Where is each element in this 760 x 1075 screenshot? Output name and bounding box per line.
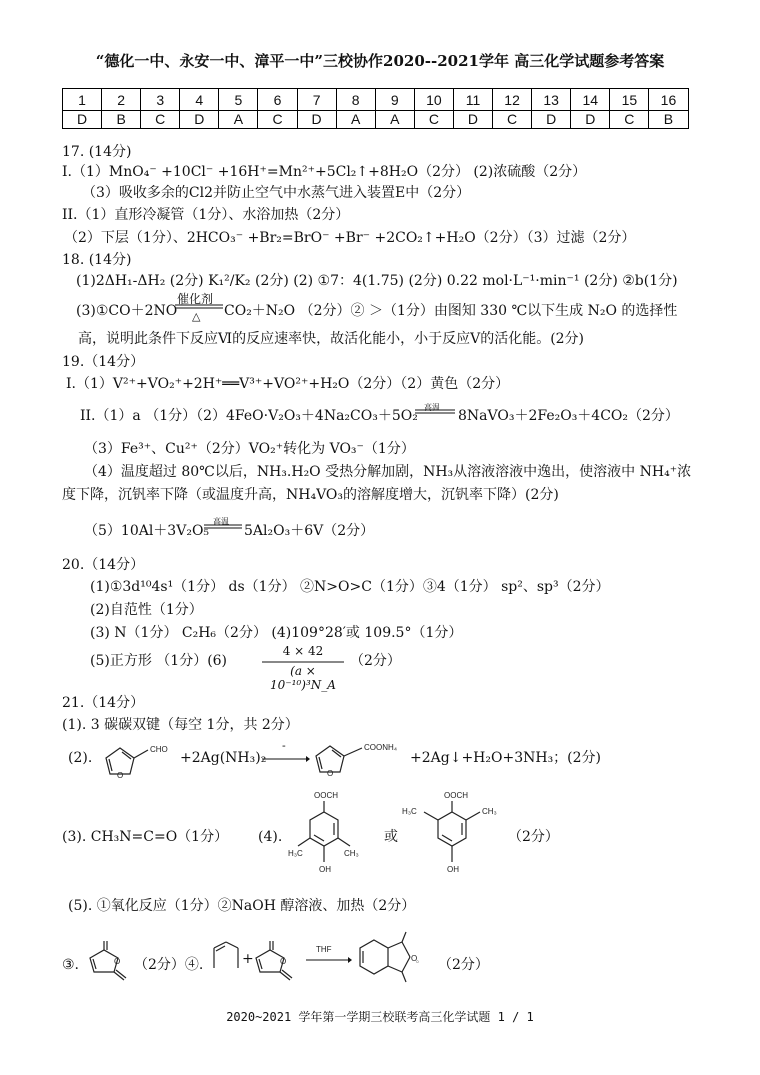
svg-text:O: O <box>114 957 121 966</box>
answer-letter: D <box>571 111 610 129</box>
answer-letter: C <box>258 111 297 129</box>
q21-line-1: (1). 3 碳碳双键（每空 1分，共 2分） <box>62 717 299 733</box>
page-footer: 2020~2021 学年第一学期三校联考高三化学试题 1 / 1 <box>226 1010 534 1024</box>
answer-letter: D <box>180 111 219 129</box>
or-label: 或 <box>384 829 398 845</box>
ch3-label: H₃C <box>402 807 417 816</box>
q19-line-2a: II.（1）a （1分）（2）4FeO·V₂O₃＋4Na₂CO₃＋5O₂ <box>80 408 418 424</box>
oh-label: OH <box>319 865 331 874</box>
q19-line-6b: 5Al₂O₃＋6V（2分） <box>244 523 375 539</box>
q20-heading: 20.（14分） <box>62 557 145 573</box>
plus-sign: + <box>242 951 254 967</box>
q21-line-5b: （2分）④. <box>134 957 204 973</box>
q20-line-4b: （2分） <box>350 653 401 669</box>
q19-line-1: I.（1）V²⁺+VO₂⁺+2H⁺══V³⁺+VO²⁺+H₂O（2分）（2）黄色（2分） <box>66 376 510 392</box>
ooch-label: OOCH <box>314 791 338 800</box>
svg-text:O: O <box>411 954 418 963</box>
ooch-label: OOCH <box>444 791 468 800</box>
maleic-anhydride-structure-icon <box>250 938 300 988</box>
q17-line-2: （3）吸收多余的Cl2并防止空气中水蒸气进入装置E中（2分） <box>82 185 471 201</box>
answer-letter: C <box>610 111 649 129</box>
answer-num: 8 <box>336 89 375 111</box>
q20-line-3: (3) N（1分） C₂H₆（2分） (4)109°28′或 109.5°（1分） <box>90 625 463 641</box>
answer-letter: D <box>532 111 571 129</box>
q18-line-2a: (3)①CO＋2NO <box>76 303 178 319</box>
q21-line-5a: ③. <box>62 957 80 973</box>
q18-line-2b: CO₂＋N₂O （2分）② ＞（1分）由图知 330 ℃以下生成 N₂O 的选择性 <box>224 303 678 319</box>
equals-arrow <box>204 524 242 530</box>
answer-letter: A <box>336 111 375 129</box>
q18-line-3: 高，说明此条件下反应Ⅵ的反应速率快，故活化能小，小于反应Ⅴ的活化能。(2分) <box>78 331 585 347</box>
heat-symbol: △ <box>192 310 201 323</box>
answer-letter: A <box>375 111 414 129</box>
furfural-structure-icon <box>100 738 180 783</box>
oh-label: OH <box>447 865 459 874</box>
answer-num: 2 <box>102 89 141 111</box>
equals-arrow <box>415 409 455 415</box>
answer-letter: C <box>414 111 453 129</box>
thf-label: THF <box>316 945 332 954</box>
q21-line-3b: (4). <box>258 829 283 845</box>
q17-line-4: （2）下层（1分）、2HCO₃⁻ +Br₂=BrO⁻ +Br⁻ +2CO₂↑+H₂O（2分）（3）过滤（2分） <box>64 230 636 246</box>
q21-line-3c: （2分） <box>508 829 559 845</box>
ester-phenol-structure-2-icon <box>402 790 502 880</box>
svg-text:O: O <box>327 769 334 778</box>
answer-num: 13 <box>532 89 571 111</box>
tetrahydrophthalic-anhydride-structure-icon <box>354 928 434 988</box>
q19-line-3: （3）Fe³⁺、Cu²⁺（2分）VO₂⁺转化为 VO₃⁻（1分） <box>84 441 415 457</box>
arrow-top-label: - <box>282 739 286 752</box>
answer-num: 10 <box>414 89 453 111</box>
answer-num: 16 <box>649 89 688 111</box>
svg-text:O: O <box>117 771 124 780</box>
q21-line-3: (3). CH₃N=C=O（1分） <box>62 829 229 845</box>
answer-letter: B <box>649 111 688 129</box>
q21-line-5c: （2分） <box>438 957 489 973</box>
answer-letter: C <box>141 111 180 129</box>
answer-num: 12 <box>493 89 532 111</box>
q19-line-2b: 8NaVO₃＋2Fe₂O₃＋4CO₂（2分） <box>458 408 679 424</box>
answer-num: 9 <box>375 89 414 111</box>
answer-num: 1 <box>63 89 102 111</box>
answer-letter: B <box>102 111 141 129</box>
q17-heading: 17. (14分) <box>62 144 132 160</box>
answer-letter: D <box>297 111 336 129</box>
q20-line-2: (2)自范性（1分） <box>90 602 203 618</box>
answer-letter: C <box>493 111 532 129</box>
ch3-label: CH₃ <box>344 849 359 858</box>
answer-numbers-row <box>63 89 689 111</box>
answer-num: 11 <box>453 89 492 111</box>
coonh4-label: COONH₄ <box>364 743 398 752</box>
cho-label: CHO <box>150 745 168 754</box>
page-title: “德化一中、永安一中、漳平一中”三校协作2020--2021学年 高三化学试题参考答案 <box>95 52 665 70</box>
maleic-anhydride-structure-icon <box>84 938 134 988</box>
high-temp-label: 高温 <box>213 517 229 526</box>
reaction-arrow-icon <box>262 755 310 763</box>
q17-line-3: II.（1）直形冷凝管（1分）、水浴加热（2分） <box>62 207 350 223</box>
q21-heading: 21.（14分） <box>62 695 145 711</box>
answer-num: 3 <box>141 89 180 111</box>
fraction-denominator: (a × 10⁻¹⁰)³N_A <box>270 664 336 692</box>
answer-num: 14 <box>571 89 610 111</box>
ch3-label: H₃C <box>288 849 303 858</box>
q21-line-2b: +2Ag(NH₃)₂ <box>180 750 267 766</box>
answer-letter: A <box>219 111 258 129</box>
answer-letter: D <box>453 111 492 129</box>
fraction-bar <box>262 661 344 663</box>
q21-line-4: (5). ①氧化反应（1分）②NaOH 醇溶液、加热（2分） <box>68 898 416 914</box>
q19-line-6a: （5）10Al＋3V₂O₅ <box>84 523 210 539</box>
answer-letter: D <box>63 111 102 129</box>
answer-num: 15 <box>610 89 649 111</box>
high-temp-label: 高温 <box>424 403 440 412</box>
q18-heading: 18. (14分) <box>62 252 132 268</box>
reaction-arrow-icon <box>306 944 352 968</box>
q21-line-2c: +2Ag↓+H₂O+3NH₃；(2分) <box>410 750 602 766</box>
ammonium-furoate-structure-icon <box>310 736 410 781</box>
answer-table <box>62 88 689 129</box>
ester-phenol-structure-1-icon <box>288 790 378 880</box>
q20-line-1: (1)①3d¹⁰4s¹（1分） ds（1分） ②N>O>C（1分）③4（1分） sp²、sp³（2分） <box>90 579 610 595</box>
q21-line-2a: (2). <box>68 750 93 766</box>
q17-line-1: I.（1）MnO₄⁻ +10Cl⁻ +16H⁺=Mn²⁺+5Cl₂↑+8H₂O（2分） (2)浓硫酸（2分） <box>62 164 587 180</box>
ch3-label: CH₃ <box>482 807 497 816</box>
answer-letters-row <box>63 111 689 129</box>
answer-num: 6 <box>258 89 297 111</box>
answer-num: 4 <box>180 89 219 111</box>
answer-num: 5 <box>219 89 258 111</box>
q19-heading: 19.（14分） <box>62 354 145 370</box>
q18-line-1: (1)2ΔH₁-ΔH₂ (2分) K₁²/K₂ (2分) (2) ①7：4(1.75) (2分) 0.22 mol·L⁻¹·min⁻¹ (2分) ②b(1分) <box>76 273 678 289</box>
svg-text:。: 。 <box>416 955 424 964</box>
q20-line-4: (5)正方形 （1分）(6) <box>90 653 228 669</box>
catalyst-label: 催化剂 <box>177 292 214 306</box>
answer-num: 7 <box>297 89 336 111</box>
svg-text:O: O <box>280 957 287 966</box>
q19-line-4: （4）温度超过 80℃以后，NH₃.H₂O 受热分解加剧，NH₃从溶液溶液中逸出，使溶液中 NH₄⁺浓 <box>84 464 692 480</box>
fraction-numerator: 4 × 42 <box>282 644 324 658</box>
q19-line-5: 度下降，沉钒率下降（或温度升高，NH₄VO₃的溶解度增大，沉钒率下降）(2分) <box>62 487 559 503</box>
